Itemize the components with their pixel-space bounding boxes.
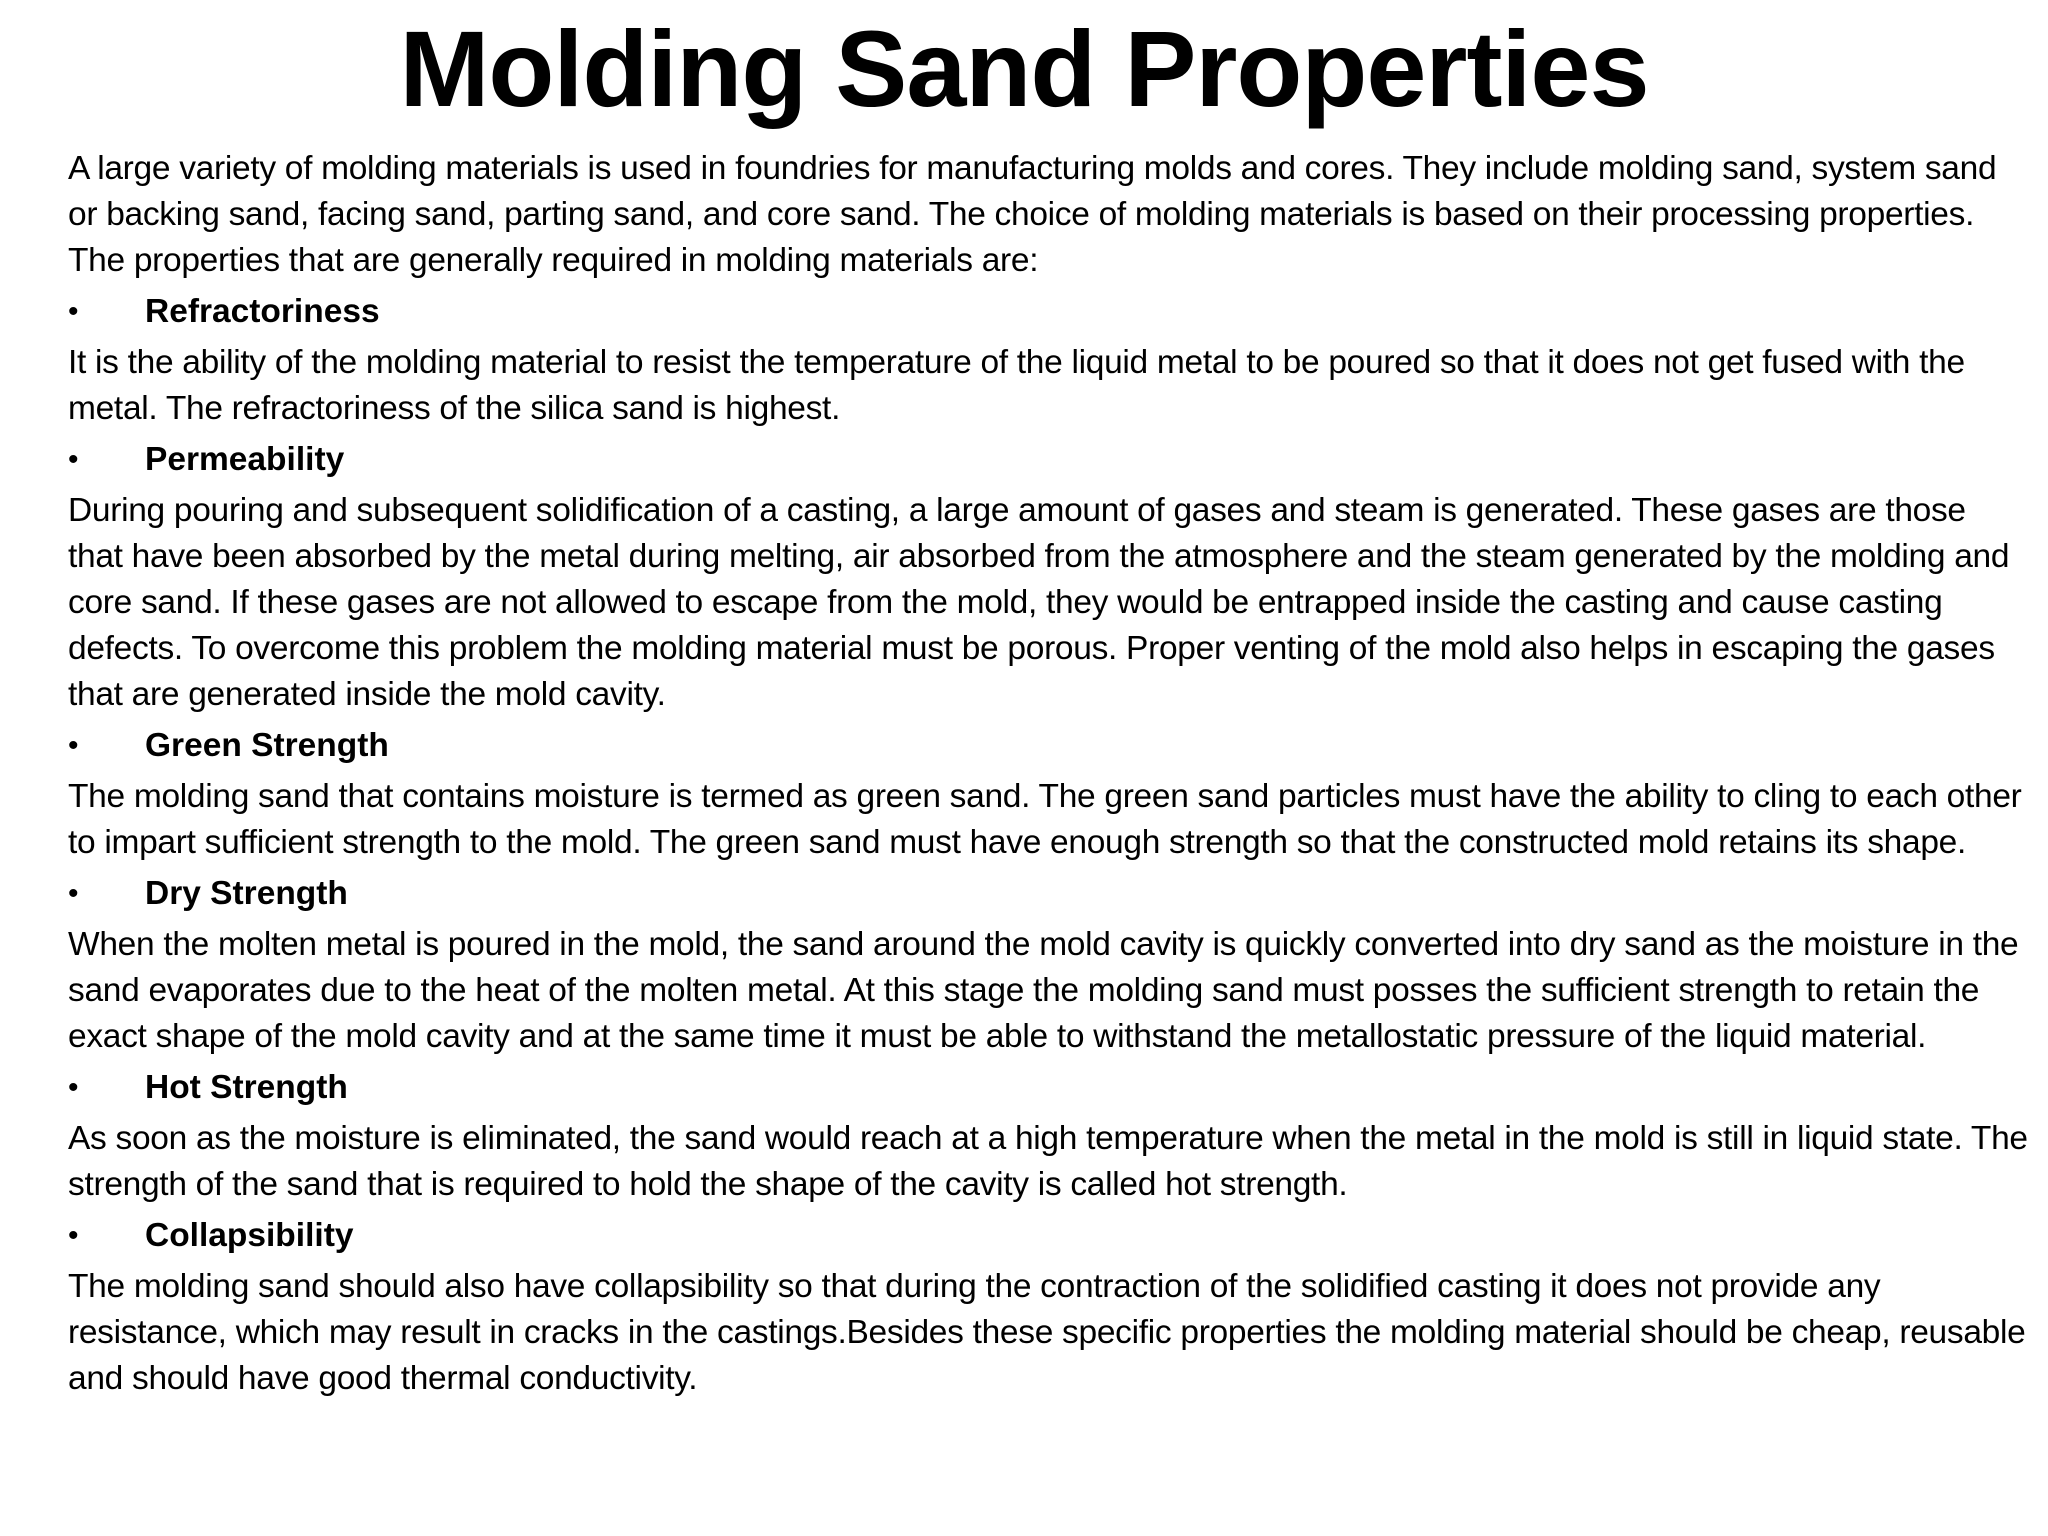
section-hot-strength (68, 1060, 2048, 1208)
section-heading (68, 284, 2048, 340)
bullet-icon: • (68, 1219, 79, 1252)
section-green-strength (68, 718, 2048, 866)
section-heading (68, 1208, 2048, 1264)
intro-paragraph: A large variety of molding materials is used in foundries for manufacturing molds and cores. They include molding sand, system sand or backing sand, facing sand, parting sand, and core sand. The choice of molding materials is based on their processing properties. The properties that are generally required in molding materials are: (68, 150, 1997, 279)
section-refractoriness (68, 284, 2048, 432)
section-heading-label: Collapsibility (145, 1217, 354, 1254)
section-text: The molding sand should also have collapsibility so that during the contraction of the solidified casting it does not provide any resistance, which may result in cracks in the castings.Besides these specific properties the molding material should be cheap, reusable and should have good thermal conductivity. (68, 1268, 2026, 1397)
section-text: It is the ability of the molding material to resist the temperature of the liquid metal to be poured so that it does not get fused with the metal. The refractoriness of the silica sand is highest. (68, 344, 1965, 427)
section-heading-label: Refractoriness (145, 293, 380, 330)
section-heading (68, 718, 2048, 774)
page-title: Molding Sand Properties (399, 8, 1649, 129)
bullet-icon: • (68, 295, 79, 328)
section-heading (68, 866, 2048, 922)
bullet-icon: • (68, 877, 79, 910)
section-heading (68, 1060, 2048, 1116)
section-heading-label: Green Strength (145, 727, 389, 764)
section-text: During pouring and subsequent solidification of a casting, a large amount of gases and steam is generated. These gases are those that have been absorbed by the metal during melting, air absorbed from the atmosphere and the steam generated by the molding and core sand. If these gases are not allowed to escape from the mold, they would be entrapped inside the casting and cause casting defects. To overcome this problem the molding material must be porous. Proper venting of the mold also helps in escaping the gases that are generated inside the mold cavity. (68, 492, 2010, 713)
section-text: As soon as the moisture is eliminated, the sand would reach at a high temperature when the metal in the mold is still in liquid state. The strength of the sand that is required to hold the shape of the cavity is called hot strength. (68, 1120, 2028, 1203)
bullet-icon: • (68, 729, 79, 762)
section-permeability (68, 432, 2048, 718)
section-collapsibility (68, 1208, 2048, 1402)
section-heading-label: Permeability (145, 441, 345, 478)
bullet-icon: • (68, 1071, 79, 1104)
section-heading-label: Hot Strength (145, 1069, 348, 1106)
section-text: When the molten metal is poured in the mold, the sand around the mold cavity is quickly converted into dry sand as the moisture in the sand evaporates due to the heat of the molten metal. At this stage the molding sand must posses the sufficient strength to retain the exact shape of the mold cavity and at the same time it must be able to withstand the metallostatic pressure of the liquid material. (68, 926, 2019, 1055)
section-dry-strength (68, 866, 2048, 1060)
section-heading-label: Dry Strength (145, 875, 348, 912)
section-text: The molding sand that contains moisture is termed as green sand. The green sand particles must have the ability to cling to each other to impart sufficient strength to the mold. The green sand must have enough strength so that the constructed mold retains its shape. (68, 778, 2022, 861)
section-heading (68, 432, 2048, 488)
bullet-icon: • (68, 443, 79, 476)
